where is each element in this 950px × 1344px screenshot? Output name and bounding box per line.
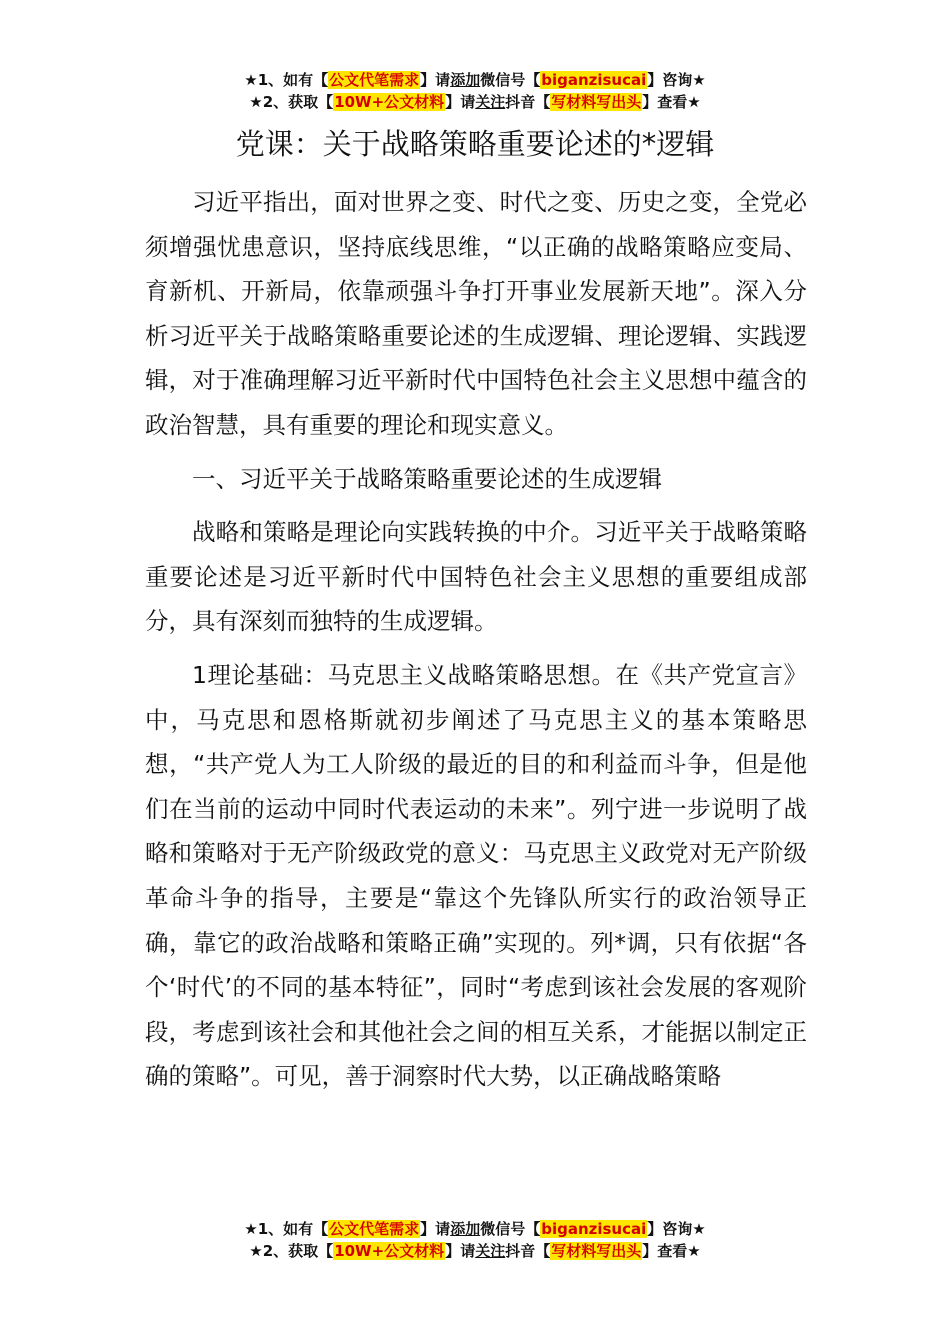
banner-underline: 关注 [475, 1242, 506, 1260]
banner-text: ★1、如有【 [244, 1220, 329, 1238]
banner-wechat-id: biganzisucai [541, 71, 647, 89]
section-heading: 一、习近平关于战略策略重要论述的生成逻辑 [192, 464, 662, 493]
banner-wechat-id: biganzisucai [541, 1220, 647, 1238]
banner-line-1 [0, 1218, 950, 1240]
banner-highlight: 公文代笔需求 [329, 1220, 420, 1238]
document-title: 党课：关于战略策略重要论述的*逻辑 [235, 127, 715, 161]
banner-douyin-id: 写材料写出头 [551, 1242, 642, 1260]
banner-text: ★2、获取【 [249, 93, 334, 111]
banner-text: 抖音【 [505, 1242, 551, 1260]
banner-text: 】查看★ [642, 1242, 701, 1260]
banner-douyin-id: 写材料写出头 [551, 93, 642, 111]
banner-underline: 关注 [475, 93, 506, 111]
banner-text: 微信号【 [480, 1220, 541, 1238]
banner-highlight: 10W+公文材料 [334, 1242, 445, 1260]
paragraph-section-intro: 战略和策略是理论向实践转换的中介。习近平关于战略策略重要论述是习近平新时代中国特色社会主义思想的重要组成部分，具有深刻而独特的生成逻辑。 [145, 518, 807, 636]
banner-text: 】请 [445, 93, 476, 111]
paragraph-intro: 习近平指出，面对世界之变、时代之变、历史之变，全党必须增强忧患意识，坚持底线思维，“以正确的战略策略应变局、育新机、开新局，依靠顽强斗争打开事业发展新天地”。深入分析习近平关于战略策略重要论述的生成逻辑、理论逻辑、实践逻辑，对于准确理解习近平新时代中国特色社会主义思想中蕴含的政治智慧，具有重要的理论和现实意义。 [145, 188, 807, 439]
banner-line-2 [0, 91, 950, 113]
banner-text: 】查看★ [642, 93, 701, 111]
banner-text: 抖音【 [505, 93, 551, 111]
banner-text: ★1、如有【 [244, 71, 329, 89]
header-banner [0, 69, 950, 113]
banner-line-2 [0, 1240, 950, 1262]
banner-highlight: 10W+公文材料 [334, 93, 445, 111]
banner-text: 】咨询★ [647, 1220, 706, 1238]
banner-text: ★2、获取【 [249, 1242, 334, 1260]
banner-text: 】请 [420, 71, 451, 89]
banner-text: 】请 [445, 1242, 476, 1260]
banner-line-1 [0, 69, 950, 91]
paragraph-theory-basis: 1理论基础：马克思主义战略策略思想。在《共产党宣言》中，马克思和恩格斯就初步阐述了马克思主义的基本策略思想，“共产党人为工人阶级的最近的目的和利益而斗争，但是他们在当前的运动中同时代表运动的未来”。列宁进一步说明了战略和策略对于无产阶级政党的意义：马克思主义政党对无产阶级革命斗争的指导，主要是“靠这个先锋队所实行的政治领导正确，靠它的政治战略和策略正确”实现的。列*调，只有依据“各个‘时代’的不同的基本特征”，同时“考虑到该社会发展的客观阶段，考虑到该社会和其他社会之间的相互关系，才能据以制定正确的策略”。可见，善于洞察时代大势，以正确战略策略 [145, 660, 807, 1091]
banner-highlight: 公文代笔需求 [329, 71, 420, 89]
banner-underline: 添加 [450, 71, 481, 89]
banner-text: 】咨询★ [647, 71, 706, 89]
footer-banner [0, 1218, 950, 1262]
banner-underline: 添加 [450, 1220, 481, 1238]
banner-text: 】请 [420, 1220, 451, 1238]
document-body [145, 180, 807, 1099]
banner-text: 微信号【 [480, 71, 541, 89]
